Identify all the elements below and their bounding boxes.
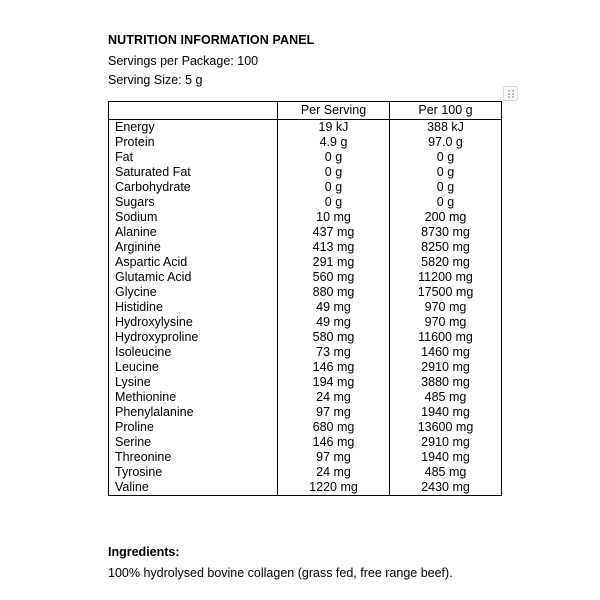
nutrient-name [109, 315, 278, 330]
table-row [109, 360, 502, 375]
table-row [109, 180, 502, 195]
table-row [109, 255, 502, 270]
ingredients-text: 100% hydrolysed bovine collagen (grass fed, free range beef). [108, 566, 453, 580]
nutrient-name [109, 240, 278, 255]
nutrient-name [109, 150, 278, 165]
nutrient-name [109, 225, 278, 240]
per-serving-value: 437 mg [278, 225, 390, 240]
nutrient-label: Valine [115, 480, 149, 494]
nutrient-label: Leucine [115, 360, 159, 374]
nutrition-table [108, 101, 502, 496]
per-serving-value: 680 mg [278, 420, 390, 435]
nutrient-label: Sugars [115, 195, 155, 209]
per-100g-value: 2430 mg [390, 480, 502, 496]
per-serving-value: 0 g [278, 150, 390, 165]
per-serving-value: 97 mg [278, 405, 390, 420]
per-serving-value: 194 mg [278, 375, 390, 390]
nutrient-label: Threonine [115, 450, 172, 464]
serving-size: Serving Size: 5 g [108, 73, 203, 87]
per-serving-value: 24 mg [278, 465, 390, 480]
per-serving-value: 580 mg [278, 330, 390, 345]
per-serving-value: 24 mg [278, 390, 390, 405]
table-row [109, 330, 502, 345]
nutrient-name [109, 195, 278, 210]
per-100g-value: 11200 mg [390, 270, 502, 285]
per-100g-value: 17500 mg [390, 285, 502, 300]
per-serving-value: 413 mg [278, 240, 390, 255]
table-row [109, 135, 502, 150]
per-100g-value: 2910 mg [390, 360, 502, 375]
nutrient-name [109, 165, 278, 180]
table-row [109, 450, 502, 465]
nutrient-name [109, 390, 278, 405]
table-row [109, 345, 502, 360]
header-per-100g: Per 100 g [390, 102, 502, 120]
table-row [109, 165, 502, 180]
table-row [109, 405, 502, 420]
nutrient-label: Methionine [115, 390, 177, 404]
nutrient-label: Energy [115, 120, 155, 134]
per-100g-value: 1460 mg [390, 345, 502, 360]
table-row [109, 480, 502, 496]
nutrient-name [109, 450, 278, 465]
per-100g-value: 200 mg [390, 210, 502, 225]
nutrient-name [109, 330, 278, 345]
table-row [109, 285, 502, 300]
panel-title: NUTRITION INFORMATION PANEL [108, 33, 315, 47]
per-serving-value: 49 mg [278, 300, 390, 315]
nutrient-name [109, 405, 278, 420]
per-100g-value: 970 mg [390, 300, 502, 315]
table-row [109, 225, 502, 240]
per-100g-value: 388 kJ [390, 120, 502, 136]
ingredients-title: Ingredients: [108, 545, 180, 559]
per-serving-value: 146 mg [278, 435, 390, 450]
per-serving-value: 10 mg [278, 210, 390, 225]
nutrient-label: Lysine [115, 375, 151, 389]
table-row [109, 195, 502, 210]
servings-per-package: Servings per Package: 100 [108, 54, 259, 68]
per-serving-value: 1220 mg [278, 480, 390, 496]
nutrient-label: Serine [115, 435, 152, 449]
per-serving-value: 0 g [278, 165, 390, 180]
per-100g-value: 13600 mg [390, 420, 502, 435]
per-serving-value: 560 mg [278, 270, 390, 285]
nutrient-name [109, 270, 278, 285]
nutrient-name [109, 180, 278, 195]
per-100g-value: 1940 mg [390, 405, 502, 420]
table-header-row [109, 102, 502, 120]
table-row [109, 375, 502, 390]
per-100g-value: 970 mg [390, 315, 502, 330]
nutrient-name [109, 210, 278, 225]
nutrient-label: Hydroxylysine [115, 315, 193, 329]
per-serving-value: 4.9 g [278, 135, 390, 150]
nutrient-label: Histidine [115, 300, 163, 314]
per-100g-value: 1940 mg [390, 450, 502, 465]
per-serving-value: 49 mg [278, 315, 390, 330]
per-100g-value: 8250 mg [390, 240, 502, 255]
nutrient-label: Sodium [115, 210, 158, 224]
per-100g-value: 8730 mg [390, 225, 502, 240]
nutrient-name [109, 300, 278, 315]
nutrient-label: Isoleucine [115, 345, 172, 359]
nutrient-label: Glutamic Acid [115, 270, 192, 284]
table-row [109, 150, 502, 165]
nutrient-name [109, 360, 278, 375]
nutrient-label: Glycine [115, 285, 157, 299]
nutrient-label: Arginine [115, 240, 161, 254]
nutrient-name [109, 345, 278, 360]
table-row [109, 465, 502, 480]
per-100g-value: 11600 mg [390, 330, 502, 345]
per-100g-value: 0 g [390, 150, 502, 165]
nutrient-name [109, 420, 278, 435]
table-row [109, 240, 502, 255]
nutrient-name [109, 480, 278, 496]
table-row [109, 315, 502, 330]
nutrient-label: Alanine [115, 225, 157, 239]
nutrient-label: Fat [115, 150, 134, 164]
table-row [109, 270, 502, 285]
header-nutrient [109, 102, 278, 120]
per-serving-value: 880 mg [278, 285, 390, 300]
nutrient-label: Phenylalanine [115, 405, 194, 419]
table-row [109, 210, 502, 225]
nutrient-label: Saturated Fat [115, 165, 191, 179]
table-row [109, 390, 502, 405]
per-100g-value: 5820 mg [390, 255, 502, 270]
header-per-serving: Per Serving [278, 102, 390, 120]
nutrient-name [109, 255, 278, 270]
nutrient-name [109, 285, 278, 300]
nutrient-name [109, 465, 278, 480]
per-serving-value: 97 mg [278, 450, 390, 465]
per-100g-value: 3880 mg [390, 375, 502, 390]
per-serving-value: 19 kJ [278, 120, 390, 136]
nutrient-label: Proline [115, 420, 154, 434]
table-row [109, 435, 502, 450]
table-row [109, 300, 502, 315]
per-100g-value: 97.0 g [390, 135, 502, 150]
nutrient-name [109, 120, 278, 136]
nutrient-name [109, 375, 278, 390]
nutrient-name [109, 435, 278, 450]
per-100g-value: 485 mg [390, 465, 502, 480]
per-serving-value: 146 mg [278, 360, 390, 375]
per-serving-value: 0 g [278, 180, 390, 195]
per-serving-value: 73 mg [278, 345, 390, 360]
table-drag-handle-icon[interactable] [503, 86, 518, 101]
per-serving-value: 0 g [278, 195, 390, 210]
nutrition-table-body [109, 120, 502, 496]
per-100g-value: 0 g [390, 180, 502, 195]
nutrient-label: Tyrosine [115, 465, 163, 479]
per-100g-value: 0 g [390, 195, 502, 210]
nutrient-label: Hydroxyproline [115, 330, 199, 344]
table-row [109, 120, 502, 136]
nutrient-label: Aspartic Acid [115, 255, 188, 269]
table-row [109, 420, 502, 435]
per-100g-value: 485 mg [390, 390, 502, 405]
nutrient-label: Carbohydrate [115, 180, 191, 194]
per-100g-value: 2910 mg [390, 435, 502, 450]
per-serving-value: 291 mg [278, 255, 390, 270]
per-100g-value: 0 g [390, 165, 502, 180]
nutrient-name [109, 135, 278, 150]
nutrient-label: Protein [115, 135, 155, 149]
